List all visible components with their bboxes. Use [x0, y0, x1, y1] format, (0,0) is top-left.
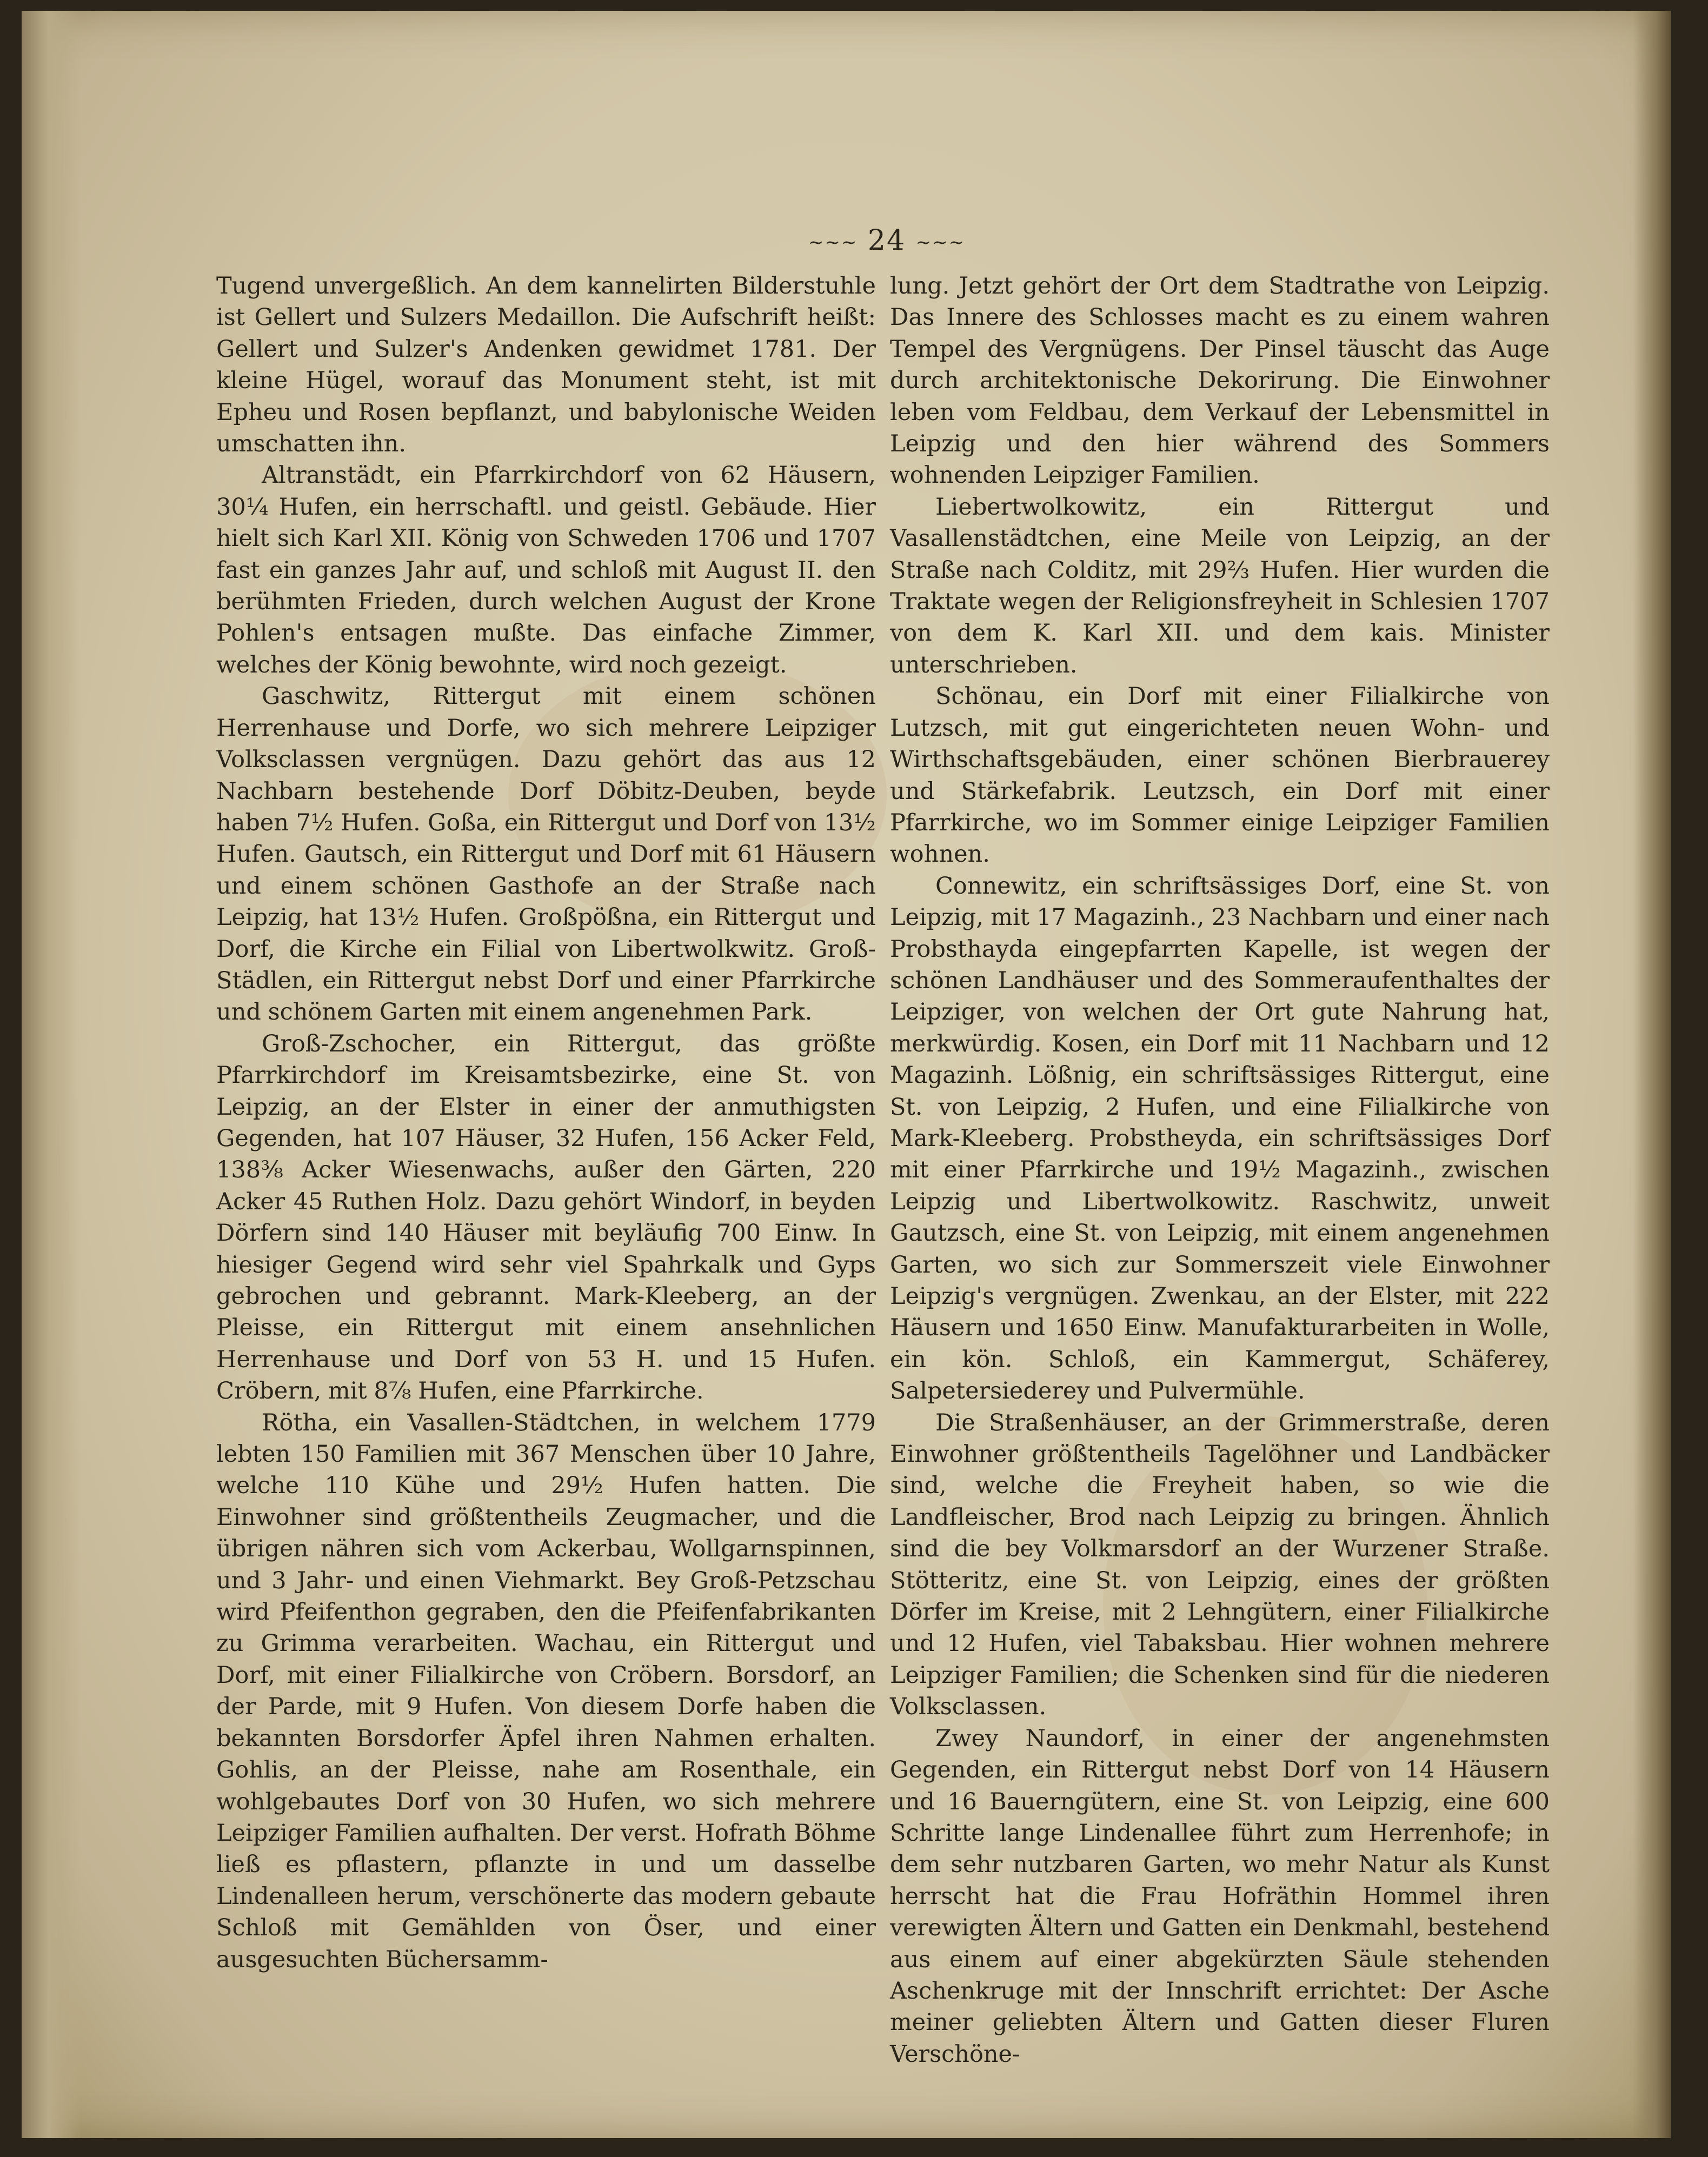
paragraph: Altranstädt, ein Pfarrkirchdorf von 62 Häusern, 30¼ Hufen, ein herrschaftl. und geistl. Gebäude. Hier hielt sich Karl XII. König von Schweden 1706 und 1707 fast ein ganzes Jahr auf, und schloß mit August II. den berühmten Frieden, durch welchen August der Krone Pohlen's entsagen mußte. Das einfache Zimmer, welches der König bewohnte, wird noch gezeigt.: [216, 462, 876, 678]
paragraph: Zwey Naundorf, in einer der angenehmsten Gegenden, ein Rittergut nebst Dorf von 14 Häusern und 16 Bauerngütern, eine St. von Leipzig, eine 600 Schritte lange Lindenallee führt zum Herrenhofe; in dem sehr nutzbaren Garten, wo mehr Natur als Kunst herrscht hat die Frau Hofräthin Hommel ihren verewigten Ältern und Gatten ein Denkmahl, bestehend aus einem auf einer abgekürzten Säule stehenden Aschenkruge mit der Innschrift errichtet: Der Asche meiner geliebten Ältern und Gatten dieser Fluren Verschöne-: [890, 1725, 1550, 2068]
paragraph: Groß-Zschocher, ein Rittergut, das größte Pfarrkirchdorf im Kreisamtsbezirke, eine St. von Leipzig, an der Elster in einer der anmuthigsten Gegenden, hat 107 Häuser, 32 Hufen, 156 Acker Feld, 138⅜ Acker Wiesenwachs, außer den Gärten, 220 Acker 45 Ruthen Holz. Dazu gehört Windorf, in beyden Dörfern sind 140 Häuser mit beyläufig 700 Einw. In hiesiger Gegend wird sehr viel Spahrkalk und Gyps gebrochen und gebrannt. Mark-Kleeberg, an der Pleisse, ein Rittergut mit einem ansehnlichen Herrenhause und Dorf von 53 H. und 15 Hufen. Cröbern, mit 8⅞ Hufen, eine Pfarrkirche.: [216, 1030, 876, 1405]
right-column: [890, 270, 1550, 2070]
paragraph: Liebertwolkowitz, ein Rittergut und Vasallenstädtchen, eine Meile von Leipzig, an der Straße nach Colditz, mit 29⅔ Hufen. Hier wurden die Traktate wegen der Religionsfreyheit in Schlesien 1707 von dem K. Karl XII. und dem kais. Minister unterschrieben.: [890, 493, 1550, 678]
left-column: [216, 270, 876, 1975]
page-edge-shadow: [1633, 11, 1671, 2138]
paragraph: Connewitz, ein schriftsässiges Dorf, eine St. von Leipzig, mit 17 Magazinh., 23 Nachbarn und einer nach Probsthayda eingepfarrten Kapelle, ist wegen der schönen Landhäuser und des Sommeraufenthaltes der Leipziger, von welchen der Ort gute Nahrung hat, merkwürdig. Kosen, ein Dorf mit 11 Nachbarn und 12 Magazinh. Lößnig, ein schriftsässiges Rittergut, eine St. von Leipzig, 2 Hufen, und eine Filialkirche von Mark-Kleeberg. Probstheyda, ein schriftsässiges Dorf mit einer Pfarrkirche und 19½ Magazinh., zwischen Leipzig und Libertwolkowitz. Raschwitz, unweit Gautzsch, eine St. von Leipzig, mit einem angenehmen Garten, wo sich zur Sommerszeit viele Einwohner Leipzig's vergnügen. Zwenkau, an der Elster, mit 222 Häusern und 1650 Einw. Manufakturarbeiten in Wolle, ein kön. Schloß, ein Kammergut, Schäferey, Salpetersiederey und Pulvermühle.: [890, 872, 1550, 1405]
page-number: [779, 224, 995, 257]
paragraph: Tugend unvergeßlich. An dem kannelirten Bilderstuhle ist Gellert und Sulzers Medaillon. Die Aufschrift heißt: Gellert und Sulzer's Andenken gewidmet 1781. Der kleine Hügel, worauf das Monument steht, ist mit Epheu und Rosen bepflanzt, und babylonische Weiden umschatten ihn.: [216, 272, 876, 458]
book-page: [22, 11, 1671, 2138]
page-number-value: 24: [867, 224, 906, 257]
paragraph: Rötha, ein Vasallen-Städtchen, in welchem 1779 lebten 150 Familien mit 367 Menschen über 10 Jahre, welche 110 Kühe und 29½ Hufen hatten. Die Einwohner sind größtentheils Zeugmacher, und die übrigen nähren sich vom Ackerbau, Wollgarnspinnen, und 3 Jahr- und einen Viehmarkt. Bey Groß-Petzschau wird Pfeifenthon gegraben, den die Pfeifenfabrikanten zu Grimma verarbeiten. Wachau, ein Rittergut und Dorf, mit einer Filialkirche von Cröbern. Borsdorf, an der Parde, mit 9 Hufen. Von diesem Dorfe haben die bekannten Borsdorfer Äpfel ihren Nahmen erhalten. Gohlis, an der Pleisse, nahe am Rosenthale, ein wohlgebautes Dorf von 30 Hufen, wo sich mehrere Leipziger Familien aufhalten. Der verst. Hofrath Böhme ließ es pflastern, pflanzte in und um dasselbe Lindenalleen herum, verschönerte das modern gebaute Schloß mit Gemählden von Öser, und einer ausgesuchten Büchersamm-: [216, 1409, 876, 1973]
paragraph: lung. Jetzt gehört der Ort dem Stadtrathe von Leipzig. Das Innere des Schlosses macht es zu einem wahren Tempel des Vergnügens. Der Pinsel täuscht das Auge durch architektonische Dekorirung. Die Einwohner leben vom Feldbau, dem Verkauf der Lebensmittel in Leipzig und den hier während des Sommers wohnenden Leipziger Familien.: [890, 272, 1550, 489]
binding-gutter: [22, 11, 81, 2138]
paragraph: Die Straßenhäuser, an der Grimmerstraße, deren Einwohner größtentheils Tagelöhner und Landbäcker sind, welche die Freyheit haben, so wie die Landfleischer, Brod nach Leipzig zu bringen. Ähnlich sind die bey Volkmarsdorf an der Wurzener Straße. Stötteritz, eine St. von Leipzig, eines der größten Dörfer im Kreise, mit 2 Lehngütern, einer Filialkirche und 12 Hufen, viel Tabaksbau. Hier wohnen mehrere Leipziger Familien; die Schenken sind für die niederen Volksclassen.: [890, 1409, 1550, 1721]
paragraph: Gaschwitz, Rittergut mit einem schönen Herrenhause und Dorfe, wo sich mehrere Leipziger Volksclassen vergnügen. Dazu gehört das aus 12 Nachbarn bestehende Dorf Döbitz-Deuben, beyde haben 7½ Hufen. Goßa, ein Rittergut und Dorf von 13½ Hufen. Gautsch, ein Rittergut und Dorf mit 61 Häusern und einem schönen Gasthofe an der Straße nach Leipzig, hat 13½ Hufen. Großpößna, ein Rittergut und Dorf, die Kirche ein Filial von Libertwolkwitz. Groß-Städlen, ein Rittergut nebst Dorf und einer Pfarrkirche und schönem Garten mit einem angenehmen Park.: [216, 683, 876, 1026]
paragraph: Schönau, ein Dorf mit einer Filialkirche von Lutzsch, mit gut eingerichteten neuen Wohn- und Wirthschaftsgebäuden, einer schönen Bierbrauerey und Stärkefabrik. Leutzsch, ein Dorf mit einer Pfarrkirche, wo im Sommer einige Leipziger Familien wohnen.: [890, 683, 1550, 868]
ornament-left: ~~~: [808, 231, 858, 254]
ornament-right: ~~~: [915, 231, 966, 254]
